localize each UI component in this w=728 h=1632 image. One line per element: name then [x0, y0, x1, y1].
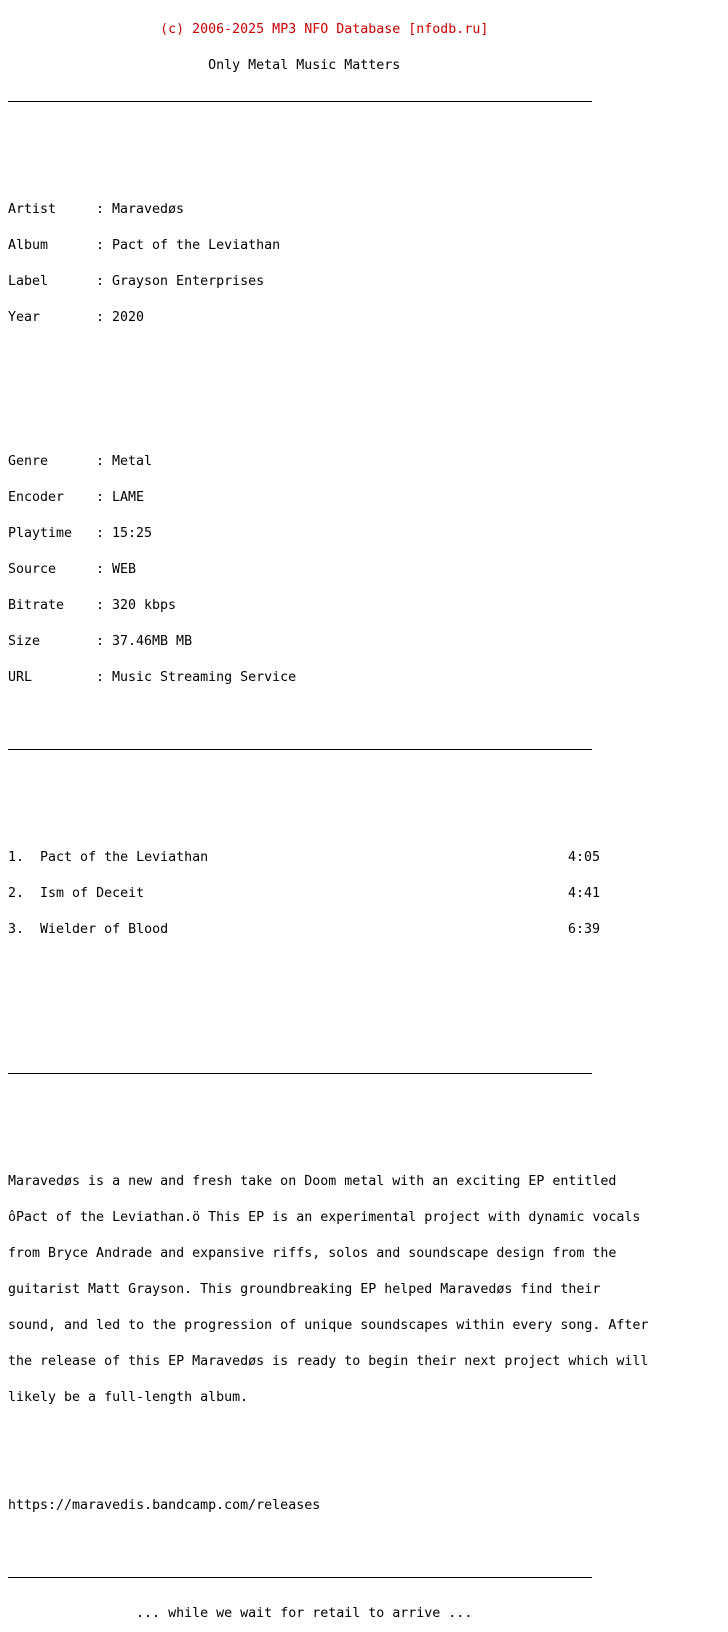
blank-line [8, 996, 648, 1008]
tech-key: Encoder [8, 490, 65, 505]
release-row-year: Year : 2020 [8, 310, 145, 325]
blank-line [8, 780, 648, 792]
tech-row-genre: Genre : Metal [8, 454, 153, 469]
copyright-line [8, 24, 648, 36]
track-title: Ism of Deceit [40, 886, 145, 901]
tech-value: Music Streaming Service [112, 670, 297, 685]
release-link: https://maravedis.bandcamp.com/releases [8, 1498, 321, 1513]
description-line: likely be a full-length album. [8, 1390, 249, 1405]
track-row [8, 888, 600, 900]
tech-row-size: Size : 37.46MB MB [8, 634, 193, 649]
release-key: Artist [8, 202, 57, 217]
tech-row-url: URL : Music Streaming Service [8, 670, 297, 685]
nfo-document [8, 0, 648, 1632]
tech-key: URL [8, 670, 33, 685]
track-time: 6:39 [567, 922, 600, 937]
release-info [8, 180, 648, 348]
track-time: 4:05 [567, 850, 600, 865]
track-row [8, 924, 600, 936]
blank-line [8, 1104, 648, 1116]
tech-row-bitrate: Bitrate : 320 kbps [8, 598, 177, 613]
blank-line [8, 1032, 648, 1044]
track-number: 2. [8, 886, 25, 901]
tech-key: Genre [8, 454, 49, 469]
divider-tracklist-top [8, 744, 648, 756]
divider-top [8, 96, 648, 108]
tech-value: LAME [112, 490, 145, 505]
tracklist [8, 828, 648, 960]
release-value: 2020 [112, 310, 145, 325]
description-line: Maravedøs is a new and fresh take on Doom metal with an exciting EP entitled [8, 1174, 617, 1189]
track-number: 3. [8, 922, 25, 937]
tech-key: Size [8, 634, 41, 649]
track-time: 4:41 [567, 886, 600, 901]
release-key: Year [8, 310, 41, 325]
tagline-text: Only Metal Music Matters [208, 58, 401, 73]
tech-info [8, 432, 648, 708]
track-title: Wielder of Blood [40, 922, 169, 937]
tech-value: WEB [112, 562, 137, 577]
description-line: ôPact of the Leviathan.ö This EP is an experimental project with dynamic vocals [8, 1210, 641, 1225]
tech-key: Bitrate [8, 598, 65, 613]
description [8, 1152, 648, 1428]
track-number: 1. [8, 850, 25, 865]
tech-key: Playtime [8, 526, 73, 541]
footer-line [8, 1608, 648, 1620]
release-key: Label [8, 274, 49, 289]
tech-row-source: Source : WEB [8, 562, 137, 577]
release-value: Pact of the Leviathan [112, 238, 281, 253]
tagline-line [8, 60, 648, 72]
release-key: Album [8, 238, 49, 253]
track-title: Pact of the Leviathan [40, 850, 209, 865]
blank-line [8, 384, 648, 396]
release-row-album: Album : Pact of the Leviathan [8, 238, 281, 253]
tech-value: Metal [112, 454, 153, 469]
release-value: Maravedøs [112, 202, 185, 217]
release-value: Grayson Enterprises [112, 274, 265, 289]
tech-value: 15:25 [112, 526, 153, 541]
description-line: guitarist Matt Grayson. This groundbreaking EP helped Maravedøs find their [8, 1282, 601, 1297]
tech-value: 37.46MB MB [112, 634, 193, 649]
blank-line [8, 1464, 648, 1476]
footer-text: ... while we wait for retail to arrive ... [136, 1606, 473, 1621]
description-line: the release of this EP Maravedøs is ready to begin their next project which will [8, 1354, 649, 1369]
release-row-label: Label : Grayson Enterprises [8, 274, 265, 289]
description-line: sound, and led to the progression of unique soundscapes within every song. After [8, 1318, 649, 1333]
divider-bottom [8, 1572, 648, 1584]
tech-value: 320 kbps [112, 598, 177, 613]
blank-line [8, 132, 648, 144]
copyright-text: (c) 2006-2025 MP3 NFO Database [nfodb.ru] [160, 22, 489, 37]
tech-row-playtime: Playtime : 15:25 [8, 526, 153, 541]
blank-line [8, 1536, 648, 1548]
release-row-artist: Artist : Maravedøs [8, 202, 185, 217]
track-row [8, 852, 600, 864]
divider-description-top [8, 1068, 648, 1080]
tech-key: Source [8, 562, 57, 577]
description-line: from Bryce Andrade and expansive riffs, solos and soundscape design from the [8, 1246, 617, 1261]
tech-row-encoder: Encoder : LAME [8, 490, 145, 505]
